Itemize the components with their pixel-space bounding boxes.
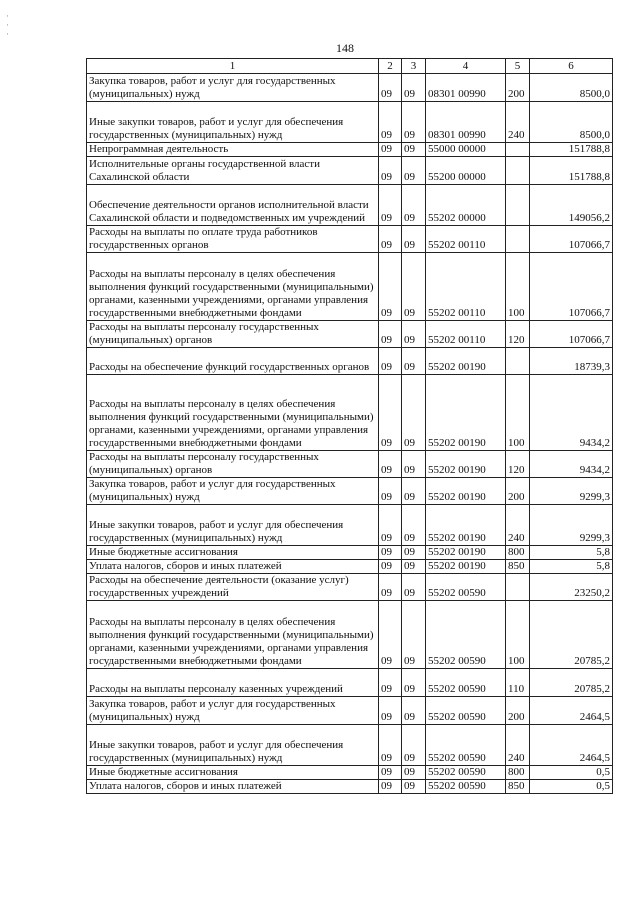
table-row — [87, 185, 613, 226]
row-amount-cell: 151788,8 — [530, 157, 613, 185]
row-target-article-cell: 55200 00000 — [426, 157, 506, 185]
row-name-cell: Иные бюджетные ассигнования — [87, 766, 379, 780]
header-col-2: 2 — [379, 59, 402, 74]
row-subsection-cell: 09 — [402, 478, 426, 505]
row-section-cell: 09 — [379, 226, 402, 253]
row-section-cell: 09 — [379, 143, 402, 157]
row-target-article-cell: 55202 00190 — [426, 478, 506, 505]
row-name-cell: Уплата налогов, сборов и иных платежей — [87, 560, 379, 574]
row-target-article-cell: 55202 00590 — [426, 601, 506, 669]
row-amount-cell: 8500,0 — [530, 74, 613, 102]
row-section-cell: 09 — [379, 321, 402, 348]
table-row — [87, 102, 613, 143]
row-target-article-cell: 08301 00990 — [426, 74, 506, 102]
row-section-cell: 09 — [379, 451, 402, 478]
row-amount-cell: 9434,2 — [530, 451, 613, 478]
row-name-cell: Уплата налогов, сборов и иных платежей — [87, 780, 379, 794]
table-row — [87, 574, 613, 601]
row-expense-type-cell: 800 — [506, 546, 530, 560]
row-subsection-cell: 09 — [402, 725, 426, 766]
row-target-article-cell: 55202 00590 — [426, 697, 506, 725]
budget-table — [86, 58, 613, 794]
row-target-article-cell: 55202 00590 — [426, 574, 506, 601]
row-section-cell: 09 — [379, 157, 402, 185]
table-row — [87, 253, 613, 321]
row-section-cell: 09 — [379, 780, 402, 794]
row-subsection-cell: 09 — [402, 601, 426, 669]
row-subsection-cell: 09 — [402, 74, 426, 102]
row-expense-type-cell: 850 — [506, 560, 530, 574]
header-col-4: 4 — [426, 59, 506, 74]
row-target-article-cell: 08301 00990 — [426, 102, 506, 143]
row-target-article-cell: 55202 00190 — [426, 451, 506, 478]
row-expense-type-cell — [506, 226, 530, 253]
row-target-article-cell: 55202 00590 — [426, 780, 506, 794]
row-expense-type-cell: 200 — [506, 478, 530, 505]
row-name-cell: Обеспечение деятельности органов исполнительной власти Сахалинской области и подведомственных им учреждений — [87, 185, 379, 226]
table-body — [87, 74, 613, 794]
row-name-cell: Расходы на выплаты по оплате труда работников государственных органов — [87, 226, 379, 253]
header-row — [87, 59, 613, 74]
row-target-article-cell: 55202 00110 — [426, 253, 506, 321]
row-name-cell: Закупка товаров, работ и услуг для государственных (муниципальных) нужд — [87, 478, 379, 505]
table-row — [87, 780, 613, 794]
header-col-1: 1 — [87, 59, 379, 74]
row-amount-cell: 9434,2 — [530, 375, 613, 451]
row-target-article-cell: 55202 00590 — [426, 669, 506, 697]
row-amount-cell: 9299,3 — [530, 505, 613, 546]
row-subsection-cell: 09 — [402, 157, 426, 185]
row-name-cell: Расходы на выплаты персоналу в целях обеспечения выполнения функций государственными (муниципальными) органами, казенными учреждениями, органами управления государственными внебюджетными фондами — [87, 375, 379, 451]
row-target-article-cell: 55202 00110 — [426, 226, 506, 253]
row-amount-cell: 5,8 — [530, 560, 613, 574]
row-target-article-cell: 55202 00590 — [426, 725, 506, 766]
row-expense-type-cell: 100 — [506, 253, 530, 321]
row-subsection-cell: 09 — [402, 185, 426, 226]
row-section-cell: 09 — [379, 74, 402, 102]
row-expense-type-cell: 800 — [506, 766, 530, 780]
header-col-3: 3 — [402, 59, 426, 74]
table-row — [87, 451, 613, 478]
row-target-article-cell: 55202 00190 — [426, 560, 506, 574]
header-col-6: 6 — [530, 59, 613, 74]
row-subsection-cell: 09 — [402, 560, 426, 574]
row-expense-type-cell: 240 — [506, 505, 530, 546]
row-subsection-cell: 09 — [402, 143, 426, 157]
row-amount-cell: 149056,2 — [530, 185, 613, 226]
row-name-cell: Расходы на выплаты персоналу в целях обеспечения выполнения функций государственными (муниципальными) органами, казенными учреждениями, органами управления государственными внебюджетными фондами — [87, 253, 379, 321]
table-row — [87, 157, 613, 185]
row-target-article-cell: 55202 00190 — [426, 375, 506, 451]
row-subsection-cell: 09 — [402, 226, 426, 253]
row-expense-type-cell: 200 — [506, 74, 530, 102]
row-amount-cell: 107066,7 — [530, 321, 613, 348]
row-subsection-cell: 09 — [402, 766, 426, 780]
row-section-cell: 09 — [379, 478, 402, 505]
row-amount-cell: 18739,3 — [530, 348, 613, 375]
table-row — [87, 226, 613, 253]
row-expense-type-cell: 110 — [506, 669, 530, 697]
row-subsection-cell: 09 — [402, 321, 426, 348]
row-target-article-cell: 55000 00000 — [426, 143, 506, 157]
row-expense-type-cell: 120 — [506, 321, 530, 348]
table-row — [87, 766, 613, 780]
row-name-cell: Иные бюджетные ассигнования — [87, 546, 379, 560]
row-amount-cell: 20785,2 — [530, 669, 613, 697]
row-expense-type-cell — [506, 185, 530, 226]
row-subsection-cell: 09 — [402, 451, 426, 478]
row-amount-cell: 0,5 — [530, 766, 613, 780]
row-subsection-cell: 09 — [402, 253, 426, 321]
row-section-cell: 09 — [379, 601, 402, 669]
row-subsection-cell: 09 — [402, 697, 426, 725]
row-expense-type-cell: 120 — [506, 451, 530, 478]
row-amount-cell: 2464,5 — [530, 725, 613, 766]
row-name-cell: Расходы на выплаты персоналу государственных (муниципальных) органов — [87, 321, 379, 348]
row-name-cell: Иные закупки товаров, работ и услуг для обеспечения государственных (муниципальных) нужд — [87, 102, 379, 143]
row-name-cell: Иные закупки товаров, работ и услуг для обеспечения государственных (муниципальных) нужд — [87, 505, 379, 546]
table-row — [87, 143, 613, 157]
row-name-cell: Иные закупки товаров, работ и услуг для обеспечения государственных (муниципальных) нужд — [87, 725, 379, 766]
row-section-cell: 09 — [379, 185, 402, 226]
row-section-cell: 09 — [379, 546, 402, 560]
row-target-article-cell: 55202 00190 — [426, 546, 506, 560]
row-name-cell: Расходы на обеспечение функций государственных органов — [87, 348, 379, 375]
table-row — [87, 478, 613, 505]
row-expense-type-cell: 240 — [506, 725, 530, 766]
row-subsection-cell: 09 — [402, 375, 426, 451]
row-section-cell: 09 — [379, 253, 402, 321]
row-amount-cell: 23250,2 — [530, 574, 613, 601]
table-row — [87, 74, 613, 102]
row-expense-type-cell: 850 — [506, 780, 530, 794]
table-row — [87, 505, 613, 546]
row-expense-type-cell — [506, 348, 530, 375]
row-name-cell: Исполнительные органы государственной власти Сахалинской области — [87, 157, 379, 185]
row-section-cell: 09 — [379, 669, 402, 697]
row-amount-cell: 5,8 — [530, 546, 613, 560]
row-section-cell: 09 — [379, 574, 402, 601]
row-section-cell: 09 — [379, 348, 402, 375]
row-amount-cell: 151788,8 — [530, 143, 613, 157]
row-name-cell: Закупка товаров, работ и услуг для государственных (муниципальных) нужд — [87, 74, 379, 102]
row-expense-type-cell: 100 — [506, 375, 530, 451]
scan-margin-marks: · · · — [6, 11, 9, 39]
row-target-article-cell: 55202 00190 — [426, 348, 506, 375]
row-amount-cell: 2464,5 — [530, 697, 613, 725]
row-amount-cell: 8500,0 — [530, 102, 613, 143]
row-expense-type-cell: 240 — [506, 102, 530, 143]
row-amount-cell: 107066,7 — [530, 253, 613, 321]
row-target-article-cell: 55202 00000 — [426, 185, 506, 226]
row-subsection-cell: 09 — [402, 348, 426, 375]
table-row — [87, 321, 613, 348]
row-subsection-cell: 09 — [402, 574, 426, 601]
row-amount-cell: 107066,7 — [530, 226, 613, 253]
row-expense-type-cell — [506, 574, 530, 601]
row-expense-type-cell — [506, 157, 530, 185]
row-amount-cell: 20785,2 — [530, 601, 613, 669]
row-name-cell: Расходы на выплаты персоналу казенных учреждений — [87, 669, 379, 697]
row-expense-type-cell: 200 — [506, 697, 530, 725]
row-name-cell: Расходы на обеспечение деятельности (оказание услуг) государственных учреждений — [87, 574, 379, 601]
table-row — [87, 375, 613, 451]
row-section-cell: 09 — [379, 560, 402, 574]
row-target-article-cell: 55202 00110 — [426, 321, 506, 348]
row-amount-cell: 9299,3 — [530, 478, 613, 505]
row-subsection-cell: 09 — [402, 780, 426, 794]
row-name-cell: Расходы на выплаты персоналу государственных (муниципальных) органов — [87, 451, 379, 478]
table-row — [87, 546, 613, 560]
table-row — [87, 697, 613, 725]
row-name-cell: Непрограммная деятельность — [87, 143, 379, 157]
row-section-cell: 09 — [379, 102, 402, 143]
table-row — [87, 348, 613, 375]
row-expense-type-cell — [506, 143, 530, 157]
row-section-cell: 09 — [379, 766, 402, 780]
table-row — [87, 725, 613, 766]
row-section-cell: 09 — [379, 697, 402, 725]
row-target-article-cell: 55202 00590 — [426, 766, 506, 780]
row-section-cell: 09 — [379, 725, 402, 766]
table-row — [87, 669, 613, 697]
row-section-cell: 09 — [379, 505, 402, 546]
row-name-cell: Закупка товаров, работ и услуг для государственных (муниципальных) нужд — [87, 697, 379, 725]
row-subsection-cell: 09 — [402, 669, 426, 697]
row-target-article-cell: 55202 00190 — [426, 505, 506, 546]
row-amount-cell: 0,5 — [530, 780, 613, 794]
table-row — [87, 560, 613, 574]
row-section-cell: 09 — [379, 375, 402, 451]
row-subsection-cell: 09 — [402, 505, 426, 546]
header-col-5: 5 — [506, 59, 530, 74]
table-row — [87, 601, 613, 669]
row-name-cell: Расходы на выплаты персоналу в целях обеспечения выполнения функций государственными (муниципальными) органами, казенными учреждениями, органами управления государственными внебюджетными фондами — [87, 601, 379, 669]
row-subsection-cell: 09 — [402, 546, 426, 560]
page-number: 148 — [336, 41, 354, 55]
row-subsection-cell: 09 — [402, 102, 426, 143]
row-expense-type-cell: 100 — [506, 601, 530, 669]
